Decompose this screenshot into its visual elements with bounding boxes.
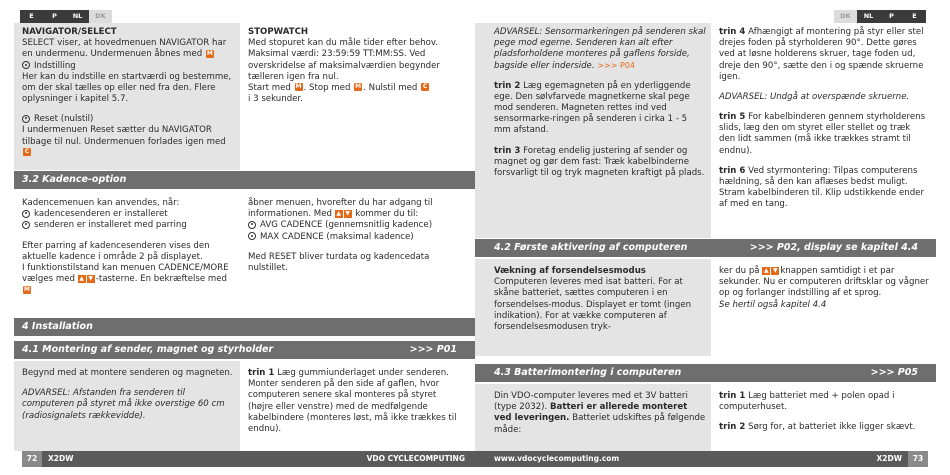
activation-right-c: Se hertil også kapitel 4.4 <box>719 299 827 310</box>
stopwatch-start: Start med <box>248 82 291 93</box>
navigator-text-3: I undermenuen Reset sætter du NAVIGATOR tilbage til nul. Undermenuen forlades igen med <box>22 125 226 147</box>
menu-key-icon: M <box>295 83 302 91</box>
cadence-right-1b: kommer du til: <box>355 209 419 220</box>
navigator-item-2: Reset (nulstil) <box>34 114 94 125</box>
clear-key-icon: C <box>422 83 428 91</box>
stopwatch-tail: i 3 sekunder. <box>248 94 303 105</box>
cadence-para-3b: -tasterne. En bekræftelse med <box>95 274 227 285</box>
section-ref-mounting[interactable]: >>> P01 <box>409 344 457 355</box>
step-label: trin 1 <box>719 391 746 401</box>
cadence-left-block <box>22 198 236 296</box>
activation-text: Computeren leveres med isat batteri. For at skåne batteriet, sættes computeren i en forsendelses-modus. Displayet er tomt (ingen indikation). For at vække computeren af forsendelsesmodusen tryk- <box>494 277 692 332</box>
clear-key-icon: C <box>24 148 30 156</box>
battery-text-b: Batteri er allerede monteret ved leveringen. <box>494 402 688 424</box>
step4-warning: ADVARSEL: Undgå at overspænde skruerne. <box>719 91 910 102</box>
footer-model-left: X2DW <box>48 454 74 463</box>
down-arrow-key-icon: ▼ <box>88 274 94 282</box>
activation-right-a: ker du på <box>719 266 760 276</box>
step-text: Ved styrmontering: Tilpas computerens hældning, så den kan aflæses bedst muligt. Stram kabelbinderen til. Klip udstikkende ender af med en tang. <box>719 165 924 210</box>
bullet-icon <box>22 61 30 69</box>
stopwatch-stop: . Stop med <box>303 82 351 93</box>
step-text: Læg egemagneten på en yderliggende ege. Den sølvfarvede magnetkerne skal pege mod senderen. Magneten rettes ind ved sensormarke-ringen på senderen i cirka 1 - 5 mm afstand. <box>494 80 691 136</box>
up-arrow-key-icon: ▲ <box>764 266 769 274</box>
bullet-icon <box>248 232 256 240</box>
footer-right <box>475 451 908 467</box>
step-label: trin 2 <box>719 422 746 433</box>
footer-brand: VDO CYCLECOMPUTING <box>366 454 465 463</box>
mounting-warning: ADVARSEL: Afstanden fra senderen til computeren på styret må ikke overstige 60 cm (radiosignalets rækkevidde). <box>22 388 225 421</box>
footer-model-right: X2DW <box>876 454 902 463</box>
footer-left <box>42 451 475 467</box>
activation-right-block <box>719 266 929 311</box>
cadence-para-3a: I funktionstilstand kan menuen CADENCE/MORE vælges med <box>22 262 229 285</box>
lang-tab-nl[interactable]: NL <box>857 10 880 23</box>
step-label: trin 6 <box>719 165 746 176</box>
section-ref-activation[interactable]: >>> P02, display se kapitel 4.4 <box>749 242 918 253</box>
stopwatch-text-1: Med stopuret kan du måle tider efter behov. Maksimal værdi: 23:59:59 TT:MM:SS. Ved overskridelse af maksimalværdien begynder tælleren igen fra nul. <box>248 38 440 82</box>
menu-key-icon: M <box>24 285 30 293</box>
cadence-right-bullet-2: MAX CADENCE (maksimal kadence) <box>260 231 414 242</box>
cadence-bullet-1: kadencesenderen er installeret <box>34 209 168 220</box>
cadence-para-2: Efter parring af kadencesenderen vises den aktuelle kadence i område 2 på displayet. <box>22 240 210 262</box>
down-arrow-key-icon: ▼ <box>773 266 778 274</box>
step-label: trin 4 <box>719 27 746 37</box>
step-text: Læg gummiunderlaget under senderen. Monter senderen på den side af gaflen, hvor computeren senere skal monteres på styret (højre eller venstre) med de medfølgende kabelbindere (monteres løst, må ikke trækkes til endnu). <box>248 368 457 434</box>
battery-left-block <box>494 391 706 436</box>
section-title-mounting: 4.1 Montering af sender, magnet og styrholder <box>22 344 274 355</box>
section-bar-installation <box>14 318 475 336</box>
lang-tab-nl[interactable]: NL <box>66 10 89 23</box>
navigator-title: NAVIGATOR/SELECT <box>22 27 117 37</box>
battery-right-block <box>719 391 929 443</box>
section-ref-battery[interactable]: >>> P05 <box>870 367 918 378</box>
section-bar-mounting <box>14 341 475 359</box>
sensor-block <box>494 27 706 188</box>
cadence-right-2: Med RESET bliver turdata og kadencedata nulstillet. <box>248 251 430 273</box>
stopwatch-reset: . Nulstil med <box>363 82 418 93</box>
battery-text-c: Batteriet udskiftes på følgende måde: <box>494 413 706 435</box>
step-text: Foretag endelig justering af sender og magnet og gør dem fast: Træk kabelbinderne forsvarligt til og tryk magneten kraftigt på plads. <box>494 145 705 178</box>
warning-ref[interactable]: >>> P04 <box>597 60 635 70</box>
battery-text-a: Din VDO-computer leveres med et 3V batteri (type 2032). <box>494 391 688 413</box>
steps-right-block <box>719 27 929 219</box>
bullet-icon <box>22 115 30 123</box>
mounting-text-1: Begynd med at montere senderen og magneten. <box>22 368 233 378</box>
up-arrow-key-icon: ▲ <box>79 274 85 282</box>
language-tabs-left <box>20 10 112 23</box>
page-number-left: 72 <box>22 451 42 467</box>
section-title-cadence: 3.2 Kadence-option <box>22 174 127 185</box>
lang-tab-p[interactable]: P <box>880 10 903 23</box>
stopwatch-block <box>248 27 458 105</box>
cadence-right-block <box>248 198 458 274</box>
cadence-right-bullet-1: AVG CADENCE (gennemsnitlig kadence) <box>260 220 433 231</box>
cadence-bullet-2: senderen er installeret med parring <box>34 220 187 231</box>
step-label: trin 5 <box>719 112 746 123</box>
right-page <box>475 0 950 475</box>
mounting-left-block <box>22 368 236 431</box>
section-title-battery: 4.3 Batterimontering i computeren <box>494 367 682 378</box>
navigator-text-1: SELECT viser, at hovedmenuen NAVIGATOR har en undermenu. Undermenuen åbnes med <box>22 38 227 60</box>
section-bar-cadence <box>14 171 475 189</box>
up-arrow-key-icon: ▲ <box>336 209 341 217</box>
lang-tab-p[interactable]: P <box>43 10 66 23</box>
section-bar-battery <box>475 364 936 382</box>
footer-url[interactable]: www.vdocyclecomputing.com <box>494 454 620 463</box>
language-tabs-right <box>834 10 926 23</box>
navigator-item-1: Indstilling <box>34 60 76 71</box>
section-title-activation: 4.2 Første aktivering af computeren <box>494 242 688 253</box>
mounting-right-block <box>248 368 458 435</box>
lang-tab-e[interactable]: E <box>20 10 43 23</box>
menu-key-icon: M <box>355 83 362 91</box>
step-text: Afhængigt af montering på styr eller stel drejes foden på styrholderen 90°. Dette gøres ved at løsne holderens skruer, tage foden ud, dreje den 90°, sætte den i og spænde skruerne igen. <box>719 27 924 82</box>
page-number-right: 73 <box>908 451 928 467</box>
activation-subtitle: Vækning af forsendelsesmodus <box>494 266 646 276</box>
step-text: Sørg for, at batteriet ikke ligger skævt. <box>748 422 916 433</box>
navigator-text-2: Her kan du indstille en startværdi og bestemme, om der skal tælles op eller ned fra den. Flere oplysninger i kapitel 5.7. <box>22 71 232 105</box>
lang-tab-e[interactable]: E <box>903 10 926 23</box>
activation-left-block <box>494 266 706 333</box>
stopwatch-title: STOPWATCH <box>248 27 309 37</box>
step-text: For kabelbinderen gennem styrholderens slids, læg den om styret eller stellet og træk den lidt sammen (må ikke trækkes stramt til endnu). <box>719 112 926 156</box>
lang-tab-dk[interactable]: DK <box>89 10 112 23</box>
section-bar-activation <box>475 239 936 257</box>
step-text: Læg batteriet med + polen opad i computerhuset. <box>719 391 895 413</box>
down-arrow-key-icon: ▼ <box>345 209 350 217</box>
cadence-intro: Kadencemenuen kan anvendes, når: <box>22 198 180 208</box>
bullet-icon <box>22 210 30 218</box>
step-label: trin 1 <box>248 368 275 378</box>
section-title-installation: 4 Installation <box>22 321 93 332</box>
bullet-icon <box>22 221 30 229</box>
navigator-block <box>22 27 236 159</box>
lang-tab-dk[interactable]: DK <box>834 10 857 23</box>
cadence-right-1a: åbner menuen, hvorefter du har adgang til informationen. Med <box>248 198 433 220</box>
activation-right-b: knappen samtidigt i et par sekunder. Nu er computeren driftsklar og vågner op og forlanger indstilling af et sprog. <box>719 266 929 299</box>
sensor-warning: ADVARSEL: Sensormarkeringen på senderen skal pege mod egerne. Senderen kan alt efter pladsforholdene monteres på gaflens forside, bagside eller inderside. <box>494 27 706 71</box>
menu-key-icon: M <box>206 49 213 57</box>
bullet-icon <box>248 221 256 229</box>
step-label: trin 3 <box>494 145 521 156</box>
step-label: trin 2 <box>494 80 521 91</box>
